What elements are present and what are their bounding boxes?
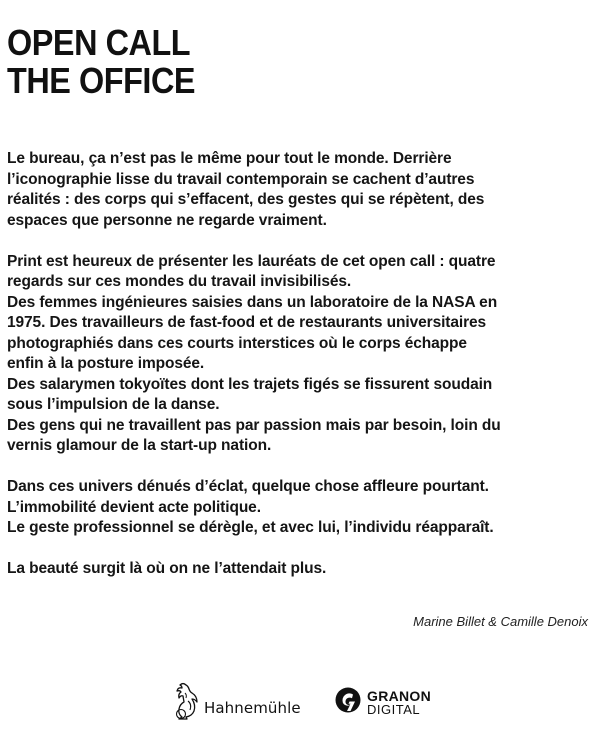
text-line: sous l’impulsion de la danse.	[7, 396, 220, 413]
signature: Marine Billet & Camille Denoix	[413, 614, 588, 629]
text-line: Le bureau, ça n’est pas le même pour tout le monde. Derrière	[7, 150, 452, 167]
text-line: Dans ces univers dénués d’éclat, quelque chose affleure pourtant.	[7, 478, 489, 495]
sponsor-logos	[0, 655, 600, 725]
paragraph-closing	[7, 559, 597, 580]
text-line: photographiés dans ces courts interstices où le corps échappe	[7, 334, 467, 352]
text-line: l’iconographie lisse du travail contemporain se cachent d’autres	[7, 170, 475, 188]
text-line: espaces que personne ne regarde vraiment.	[7, 211, 327, 229]
text-line: vernis glamour de la start-up nation.	[7, 437, 272, 454]
page-title	[7, 24, 195, 100]
text-line: La beauté surgit là où on ne l’attendait plus.	[7, 560, 327, 577]
text-line: Print est heureux de présenter les lauréats de cet open call : quatre	[7, 252, 496, 270]
granon-wordmark-line-1: GRANON	[367, 688, 432, 704]
granon-g-icon	[335, 687, 361, 713]
text-line: 1975. Des travailleurs de fast-food et de restaurants universitaires	[7, 314, 487, 331]
text-line: Des gens qui ne travaillent pas par passion mais par besoin, loin du	[7, 416, 501, 434]
rooster-icon	[172, 681, 204, 721]
text-line: Des salarymen tokyoïtes dont les trajets figés se fissurent soudain	[7, 375, 493, 393]
hahnemuehle-logo	[172, 681, 312, 721]
text-line: L’immobilité devient acte politique.	[7, 498, 261, 516]
text-line: réalités : des corps qui s’effacent, des gestes qui se répètent, des	[7, 191, 485, 208]
paragraph-laureates	[7, 252, 597, 457]
granon-logo	[335, 681, 445, 721]
title-line-2: THE OFFICE	[7, 60, 196, 101]
text-line: Le geste professionnel se dérègle, et avec lui, l’individu réapparaît.	[7, 519, 494, 536]
paragraph-universe	[7, 477, 597, 539]
hahnemuehle-wordmark: Hahnemühle	[204, 699, 301, 717]
title-line-1: OPEN CALL	[7, 22, 191, 63]
text-line: Des femmes ingénieures saisies dans un laboratoire de la NASA en	[7, 293, 498, 311]
text-line: regards sur ces mondes du travail invisibilisés.	[7, 273, 352, 290]
paragraph-intro	[7, 149, 597, 231]
granon-wordmark-line-2: DIGITAL	[367, 702, 421, 717]
body-text	[7, 149, 597, 600]
text-line: enfin à la posture imposée.	[7, 355, 205, 372]
